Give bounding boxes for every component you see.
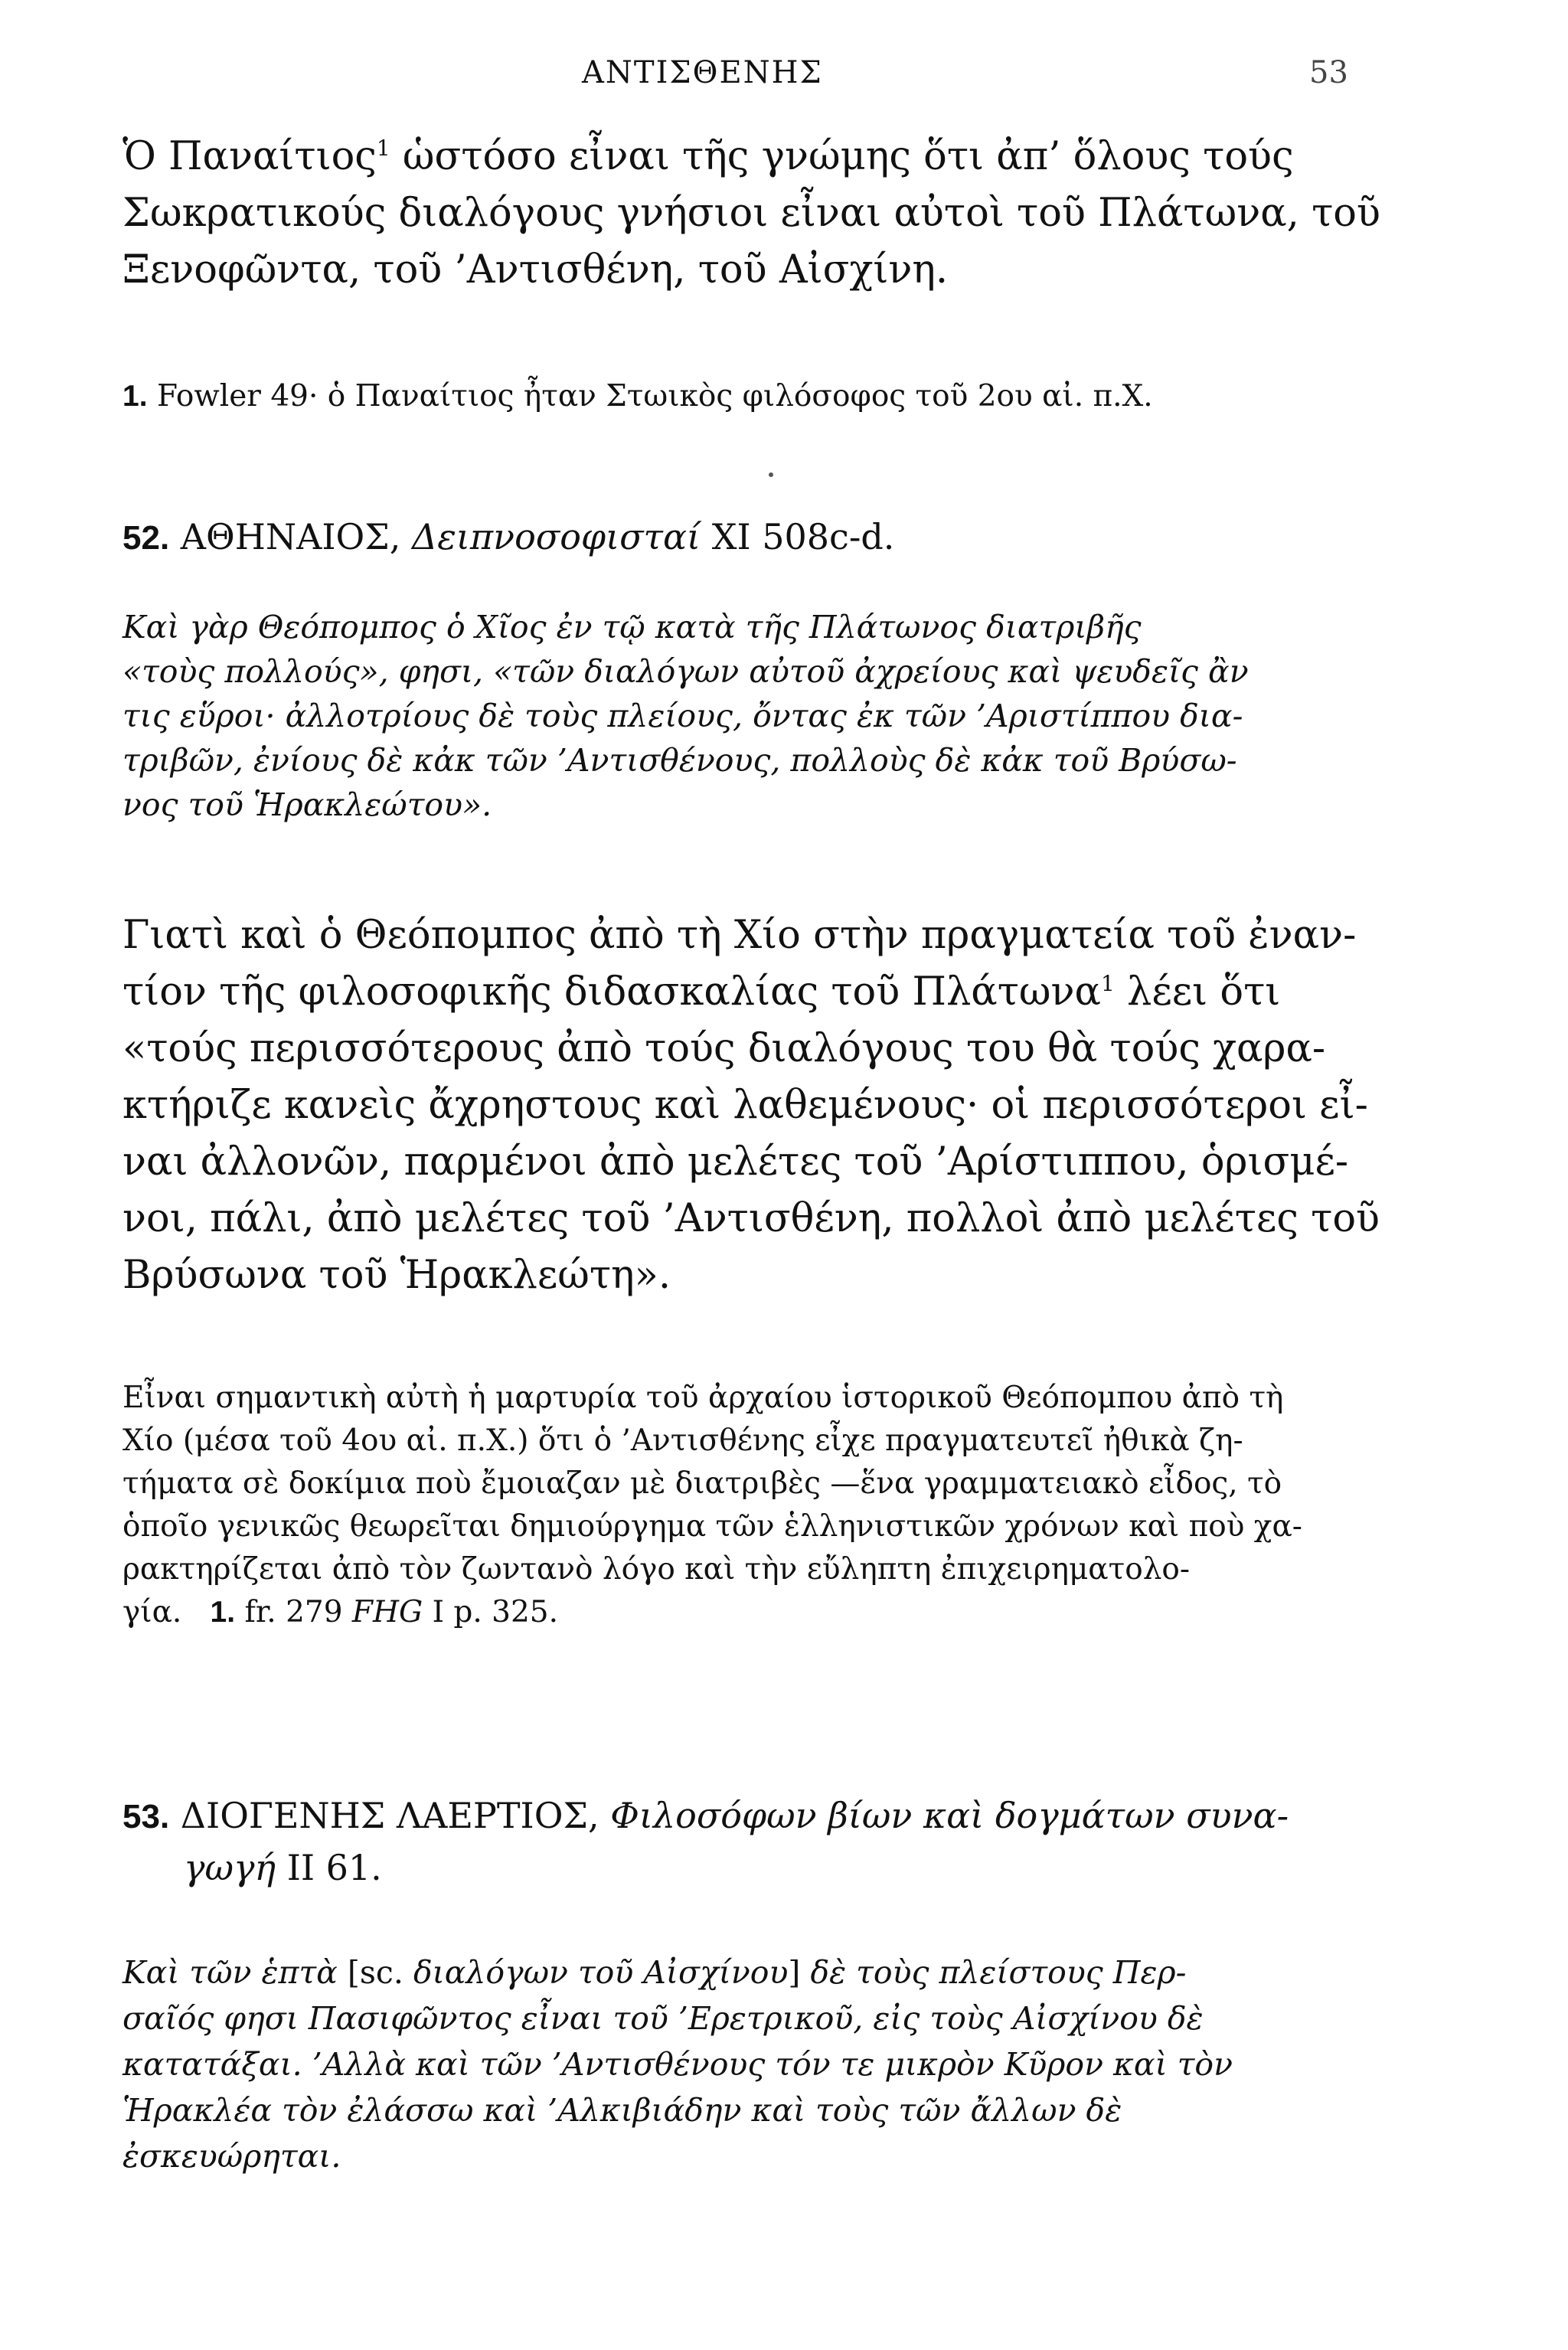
commentary-paragraph <box>122 1377 1355 1634</box>
commentary-line: ὁποῖο γενικῶς θεωρεῖται δημιούργημα τῶν ἑλληνιστικῶν χρόνων καὶ ποὺ χα- <box>122 1509 1302 1544</box>
translation-line: ναι ἀλλονῶν, παρμένοι ἀπὸ μελέτες τοῦ ’Αρίστιππου, ὁρισμέ- <box>122 1139 1349 1185</box>
translation-line: τίον τῆς φιλοσοφικῆς διδασκαλίας τοῦ Πλάτωνα$^1$ λέει ὅτι <box>122 969 1281 1015</box>
section-reference: XI 508c-d. <box>711 516 895 557</box>
footnote-number: 1. <box>122 380 148 413</box>
commentary-line: γία. 1. fr. 279 FHG I p. 325. <box>122 1595 558 1629</box>
translation-line: κτήριζε κανεὶς ἄχρηστους καὶ λαθεμένους· οἱ περισσότεροι εἶ- <box>122 1083 1368 1128</box>
greek-line: τις εὕροι· ἀλλοτρίους δὲ τοὺς πλείους, ὄντας ἐκ τῶν ’Αριστίππου δια- <box>122 698 1243 734</box>
section-work: Φιλοσόφων βίων καὶ δογμάτων συνα- <box>610 1795 1289 1836</box>
greek-line: τριβῶν, ἐνίους δὲ κἀκ τῶν ’Αντισθένους, πολλοὺς δὲ κἀκ τοῦ Βρύσω- <box>122 742 1237 779</box>
translation-line: Γιατὶ καὶ ὁ Θεόπομπος ἀπὸ τὴ Χίο στὴν πραγματεία τοῦ ἐναν- <box>122 913 1357 958</box>
commentary-line: Εἶναι σημαντικὴ αὐτὴ ἡ μαρτυρία τοῦ ἀρχαίου ἱστορικοῦ Θεόπομπου ἀπὸ τὴ <box>122 1381 1284 1415</box>
running-header <box>0 55 1568 101</box>
translation-line: «τούς περισσότερους ἀπὸ τούς διαλόγους του θὰ τούς χαρα- <box>122 1026 1326 1071</box>
section-52-greek-text <box>122 605 1355 827</box>
translation-line: Βρύσωνα τοῦ Ἡρακλεώτη». <box>122 1253 671 1298</box>
footnote-number: 1. <box>210 1596 236 1629</box>
section-number: 53. <box>122 1798 170 1835</box>
footnote-marker[interactable]: 1 <box>1100 971 1115 996</box>
commentary-line: Χίο (μέσα τοῦ 4ου αἰ. π.Χ.) ὅτι ὁ ’Αντισθένης εἶχε πραγματευτεῖ ἠθικὰ ζη- <box>122 1423 1243 1458</box>
section-author: ΑΘΗΝΑΙΟΣ, <box>180 516 401 557</box>
section-work: γωγή <box>184 1847 276 1888</box>
section-53-heading <box>122 1790 1355 1893</box>
section-53-greek-text <box>122 1950 1355 2179</box>
running-title: ΑΝΤΙΣΘΕΝΗΣ <box>582 55 823 90</box>
intro-line: Ξενοφῶντα, τοῦ ’Αντισθένη, τοῦ Αἰσχίνη. <box>122 247 949 293</box>
greek-line: Ἡρακλέα τὸν ἐλάσσω καὶ ’Αλκιβιάδην καὶ τοὺς τῶν ἄλλων δὲ <box>122 2092 1122 2129</box>
separator-dot <box>769 472 773 477</box>
footnote-1 <box>122 375 1355 418</box>
commentary-line: ρακτηρίζεται ἀπὸ τὸν ζωντανὸ λόγο καὶ τὴν εὔληπτη ἐπιχειρηματολο- <box>122 1552 1191 1587</box>
section-52-translation <box>122 907 1380 1304</box>
page-number: 53 <box>1309 55 1348 90</box>
greek-line: Καὶ γὰρ Θεόπομπος ὁ Χῖος ἐν τῷ κατὰ τῆς Πλάτωνος διατριβῆς <box>122 609 1142 646</box>
footnote-work: FHG <box>351 1595 423 1629</box>
greek-line: σαῖός φησι Πασιφῶντος εἶναι τοῦ ’Ερετρικοῦ, εἰς τοὺς Αἰσχίνου δὲ <box>122 2000 1204 2037</box>
intro-line: Σωκρατικούς διαλόγους γνήσιοι εἶναι αὐτοὶ τοῦ Πλάτωνα, τοῦ <box>122 191 1381 236</box>
section-number: 52. <box>122 519 170 557</box>
section-reference: II 61. <box>286 1847 382 1888</box>
intro-paragraph <box>122 129 1381 299</box>
commentary-line: τήματα σὲ δοκίμια ποὺ ἔμοιαζαν μὲ διατριβὲς —ἕνα γραμματειακὸ εἶδος, τὸ <box>122 1466 1282 1501</box>
greek-line: «τοὺς πολλούς», φησι, «τῶν διαλόγων αὐτοῦ ἀχρείους καὶ ψευδεῖς ἂν <box>122 653 1249 690</box>
translation-line: νοι, πάλι, ἀπὸ μελέτες τοῦ ’Αντισθένη, πολλοὶ ἀπὸ μελέτες τοῦ <box>122 1196 1380 1241</box>
footnote-marker[interactable]: 1 <box>376 136 390 161</box>
section-52-heading <box>122 512 1355 564</box>
section-work: Δειπνοσοφισταί <box>411 516 701 557</box>
greek-line: κατατάξαι. ’Αλλὰ καὶ τῶν ’Αντισθένους τόν τε μικρὸν Κῦρον καὶ τὸν <box>122 2046 1233 2083</box>
section-author: ΔΙΟΓΕΝΗΣ ΛΑΕΡΤΙΟΣ, <box>180 1795 599 1836</box>
greek-line: ἐσκευώρηται. <box>122 2138 341 2175</box>
greek-line: νος τοῦ Ἡρακλεώτου». <box>122 786 492 823</box>
greek-line: Καὶ τῶν ἑπτὰ [sc. διαλόγων τοῦ Αἰσχίνου] δὲ τοὺς πλείστους Περ- <box>122 1954 1187 1991</box>
footnote-text: Fowler 49· ὁ Παναίτιος ἦταν Στωικὸς φιλόσοφος τοῦ 2ου αἰ. π.Χ. <box>156 379 1153 413</box>
intro-line: Ὁ Παναίτιος$^1$ ὡστόσο εἶναι τῆς γνώμης ὅτι ἀπ’ ὅλους τούς <box>122 134 1294 179</box>
